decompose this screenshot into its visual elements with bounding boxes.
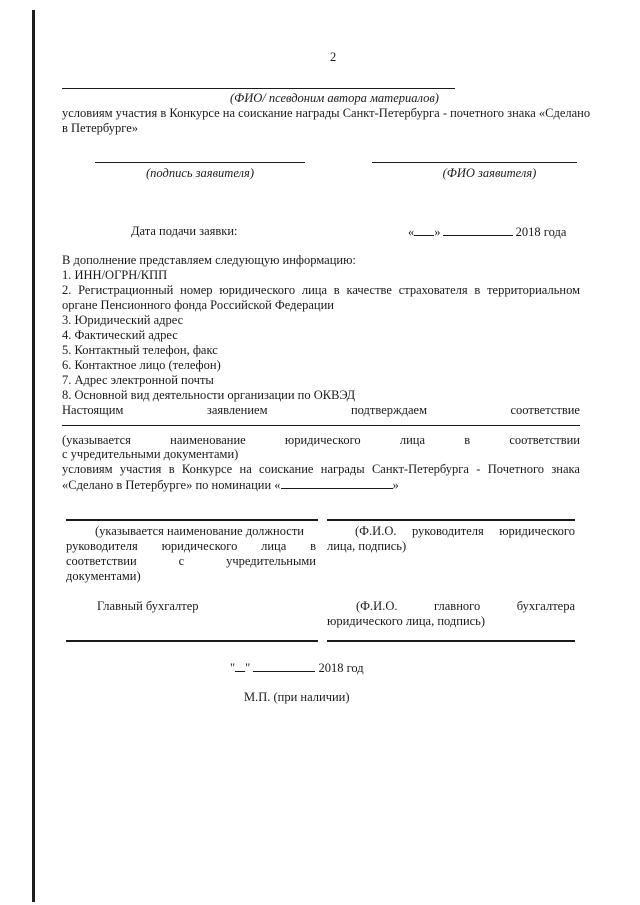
director-name-hint-1 (355, 524, 575, 539)
word: лица (399, 433, 426, 447)
accountant-left-line (66, 640, 318, 642)
word: Настоящим (62, 403, 124, 417)
word: - (476, 462, 481, 476)
word: заявлением (206, 403, 268, 417)
month-blank (443, 224, 513, 236)
accountant-name-hint-2: юридического лица, подпись) (327, 614, 486, 628)
stamp-place: М.П. (при наличии) (244, 690, 350, 704)
word: страхователя (398, 283, 468, 297)
word: на (239, 462, 252, 476)
info-item-2-cont: органе Пенсионного фонда Российской Федерации (62, 298, 334, 312)
applicant-name-caption: (ФИО заявителя) (442, 166, 537, 180)
chief-accountant-label: Главный бухгалтер (97, 599, 199, 613)
word: Санкт-Петербурга (371, 462, 469, 476)
submission-date-field (408, 224, 566, 240)
date-quote-open: « (408, 225, 415, 239)
word: в (333, 283, 340, 297)
nomination-end: » (392, 478, 399, 492)
word: в (310, 539, 316, 553)
director-position-hint-2 (66, 539, 316, 554)
info-item-4: 4. Фактический адрес (62, 328, 178, 342)
footer-month-blank (253, 660, 315, 672)
director-position-hint-4: документами) (66, 569, 141, 583)
footer-year: 2018 год (318, 661, 364, 675)
author-caption: (ФИО/ псевдоним автора материалов) (230, 91, 439, 105)
submission-year: 2018 года (515, 225, 567, 239)
info-item-7: 7. Адрес электронной почты (62, 373, 214, 387)
legal-entity-hint (62, 433, 580, 448)
director-position-hint-3 (66, 554, 316, 569)
legal-entity-hint-cont: с учредительными документами) (62, 447, 239, 461)
word: бухгалтера (516, 599, 575, 613)
applicant-signature-line (95, 162, 305, 163)
word: соответствие (510, 403, 580, 417)
conditions-line-2: в Петербурге» (62, 121, 139, 135)
applicant-name-line (372, 162, 577, 163)
word: соответствии (509, 433, 580, 447)
date-quote-close: » (434, 225, 441, 239)
nomination-start: «Сделано в Петербурге» по номинации « (62, 478, 281, 492)
day-blank (414, 224, 434, 236)
director-signature-line (327, 519, 575, 521)
word: в (168, 462, 175, 476)
word: награды (320, 462, 365, 476)
word: участия (119, 462, 162, 476)
word: (Ф.И.О. (355, 524, 397, 538)
footer-day-blank (235, 660, 245, 672)
word: условиям (62, 462, 113, 476)
conditions-statement-line (62, 462, 580, 477)
word: лица (301, 283, 328, 297)
page-number: 2 (330, 50, 337, 64)
word: юридического (161, 539, 238, 553)
binding-edge (32, 10, 35, 902)
word: главного (434, 599, 481, 613)
word: качестве (346, 283, 392, 297)
footer-quote-close: " (245, 661, 251, 675)
info-item-6: 6. Контактное лицо (телефон) (62, 358, 221, 372)
director-position-line (66, 519, 318, 521)
word: соответствии (66, 554, 137, 568)
word: Почетного (487, 462, 545, 476)
word: соискание (259, 462, 314, 476)
word: юридического (219, 283, 296, 297)
word: в (464, 433, 471, 447)
info-item-8: 8. Основной вид деятельности организации по ОКВЭД (62, 388, 356, 402)
info-intro: В дополнение представляем следующую информацию: (62, 253, 356, 267)
director-position-hint-1: (указывается наименование должности (95, 524, 304, 538)
word: учредительными (226, 554, 316, 568)
word: номер (180, 283, 213, 297)
word: наименование (170, 433, 246, 447)
info-item-2 (62, 283, 580, 298)
author-line (62, 88, 455, 89)
info-item-5: 5. Контактный телефон, факс (62, 343, 218, 357)
word: (Ф.И.О. (356, 599, 398, 613)
word: лица (261, 539, 287, 553)
word: руководителя (411, 524, 484, 538)
footer-date-field (230, 660, 364, 676)
word: юридического (284, 433, 361, 447)
word: подтверждаем (350, 403, 428, 417)
word: территориальном (487, 283, 580, 297)
word: Конкурсе (181, 462, 233, 476)
word: юридического (499, 524, 575, 538)
word: руководителя (66, 539, 138, 553)
accountant-signature-line (327, 640, 575, 642)
submission-date-label: Дата подачи заявки: (131, 224, 238, 238)
word: в (474, 283, 481, 297)
conditions-line-1: условиям участия в Конкурсе на соискание награды Санкт-Петербурга - почетного знака «Сделано (62, 106, 591, 120)
word: знака (551, 462, 580, 476)
info-item-1: 1. ИНН/ОГРН/КПП (62, 268, 168, 282)
word: с (178, 554, 185, 568)
nomination-line (62, 477, 399, 493)
word: (указывается (62, 433, 131, 447)
director-name-hint-2: лица, подпись) (327, 539, 407, 553)
word: 2. (62, 283, 72, 297)
accountant-name-hint-1 (356, 599, 575, 614)
nomination-blank (281, 477, 393, 489)
statement-line (62, 403, 580, 418)
footer-quote-open: " (230, 661, 236, 675)
applicant-signature-caption: (подпись заявителя) (146, 166, 254, 180)
legal-entity-line (62, 425, 580, 426)
info-item-3: 3. Юридический адрес (62, 313, 184, 327)
word: Регистрационный (78, 283, 174, 297)
